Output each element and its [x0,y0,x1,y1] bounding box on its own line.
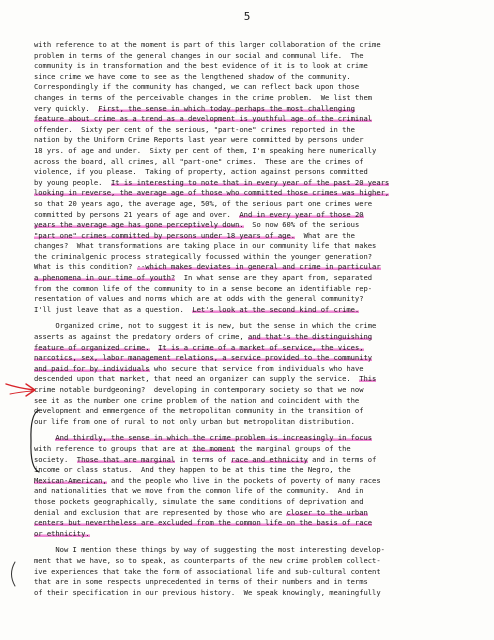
text-line: Correspondingly if the community has changed, we can reflect back upon those [34,82,360,92]
text-line: changes? What transformations are taking place in our community life that makes [34,241,377,251]
page-number: 5 [243,10,251,23]
text-line: and nationalities that we move from the common life of the community. And in [34,486,364,496]
text-line: committed by persons 21 years of age and over. And in every year of those 20 [34,209,364,219]
text-line: descended upon that market, that need an organizer can supply the service. This [34,374,377,384]
text-line: our life from one of rural to not only urban but metropolitan distribution. [34,416,355,426]
text-line: from the common life of the community to in a sense become an identifiable rep- [34,283,373,293]
text-line: resentation of values and norms which are at odds with the general community? [34,294,364,304]
text-line: asserts as against the predatory orders of crime, and that's the distinguishing [34,332,373,342]
text-line: offender. Sixty per cent of the serious, "part-one" crimes reported in the [34,124,355,134]
paragraph-4 [34,545,480,598]
text-line: nation by the Uniform Crime Reports last year were committed by persons under [34,135,364,145]
text-line: Now I mention these things by way of suggesting the most interesting develop- [34,545,385,555]
text-line: community is in transformation and the best evidence of it is to look at crime [34,61,368,71]
paragraph-3 [34,433,480,539]
text-line: changes in terms of the perceivable changes in the crime problem. We list them [34,92,373,102]
text-line: crime notable burdgeoning? developing in contemporary society so that we now [34,385,364,394]
text-line: and paid for by individuals who secure that service from individuals who have [34,363,364,373]
text-line: since crime we have come to see as the lengthened shadow of the community. [34,71,351,81]
text-line: of their specification in our previous history. We speak knowingly, meaningfully [34,587,381,597]
text-line: feature about crime as a trend as a development is youthful age of the criminal [34,114,373,124]
text-line: society. Those that are marginal in terms of race and ethnicity and in terms of [34,454,377,464]
text-line: looking in reverse, the average age of those who committed those crimes was higher, [34,188,390,198]
text-line: see it as the number one crime problem of the nation and coincident with the [34,395,360,405]
text-line: Mexican-American, and the people who live in the pockets of poverty of many races [34,475,381,485]
body-text [34,40,480,598]
text-line: Organized crime, not to suggest it is new, but the sense in which the crime [34,321,377,331]
text-line: income or class status. And they happen to be at this time the Negro, the [34,465,351,475]
text-line: narcotics, sex, labor management relations, a service provided to the community [34,353,373,363]
text-line: development and emmergence of the metropolitan community in the transition of [34,406,364,416]
text-line: I'll just leave that as a question. Let's look at the second kind of crime. [34,304,360,314]
text-line: across the board, all crimes, all "part-one" crimes. These are the crimes of [34,156,364,166]
text-line: that are in some respects unprecedented in terms of their numbers and in terms [34,577,368,587]
text-line: "part one" crimes committed by persons under 18 years of age. What are the [34,230,355,240]
text-line: so that 20 years ago, the average age, 50%, of the serious part one crimes were [34,198,373,208]
text-line: 18 yrs. of age and under. Sixty per cent of them, I'm speaking here numerically [34,145,377,155]
text-line: What is this condition? --which makes deviates in general and crime in particular [34,262,381,272]
text-line: centers but nevertheless are excluded from the common life on the basis of race [34,518,373,528]
text-line: by young people. It is interesting to note that in every year of the past 20 years [34,177,390,187]
text-line: those pockets geographically, simulate the same conditions of deprivation and [34,496,364,506]
text-line: a phenomena in our time of youth? In what sense are they apart from, separated [34,273,373,283]
paragraph-2 [34,321,480,427]
text-line: And thirdly, the sense in which the crime problem is increasingly in focus [55,433,373,443]
text-line: with reference to at the moment is part of this larger collaboration of the crime [34,40,381,49]
text-line: problem in terms of the general changes in our social and communal life. The [34,50,364,60]
text-line: ment that we have, so to speak, as counterparts of the new crime problem collect- [34,555,381,565]
paragraph-1 [34,40,480,315]
text-line: the criminalgenic process strategically focussed within the younger generation? [34,251,373,261]
text-line: ive experiences that take the form of associational life and sub-cultural content [34,566,381,576]
text-line: denial and exclusion that are represented by those who are closer to the urban [34,507,368,517]
text-line: feature of organized crime. It is a crime of a market of service, the vices, [34,342,364,352]
text-line: very quickly. First, the sense in which today perhaps the most challenging [34,103,355,113]
text-line: violence, if you please. Taking of property, action against persons committed [34,167,368,177]
text-line: or ethnicity. [34,528,90,538]
text-line: with reference to groups that are at the moment the marginal groups of the [34,443,351,453]
text-line: years the average age has gone perceptively down. So now 60% of the serious [34,220,360,230]
paren-mark-icon [6,560,18,588]
